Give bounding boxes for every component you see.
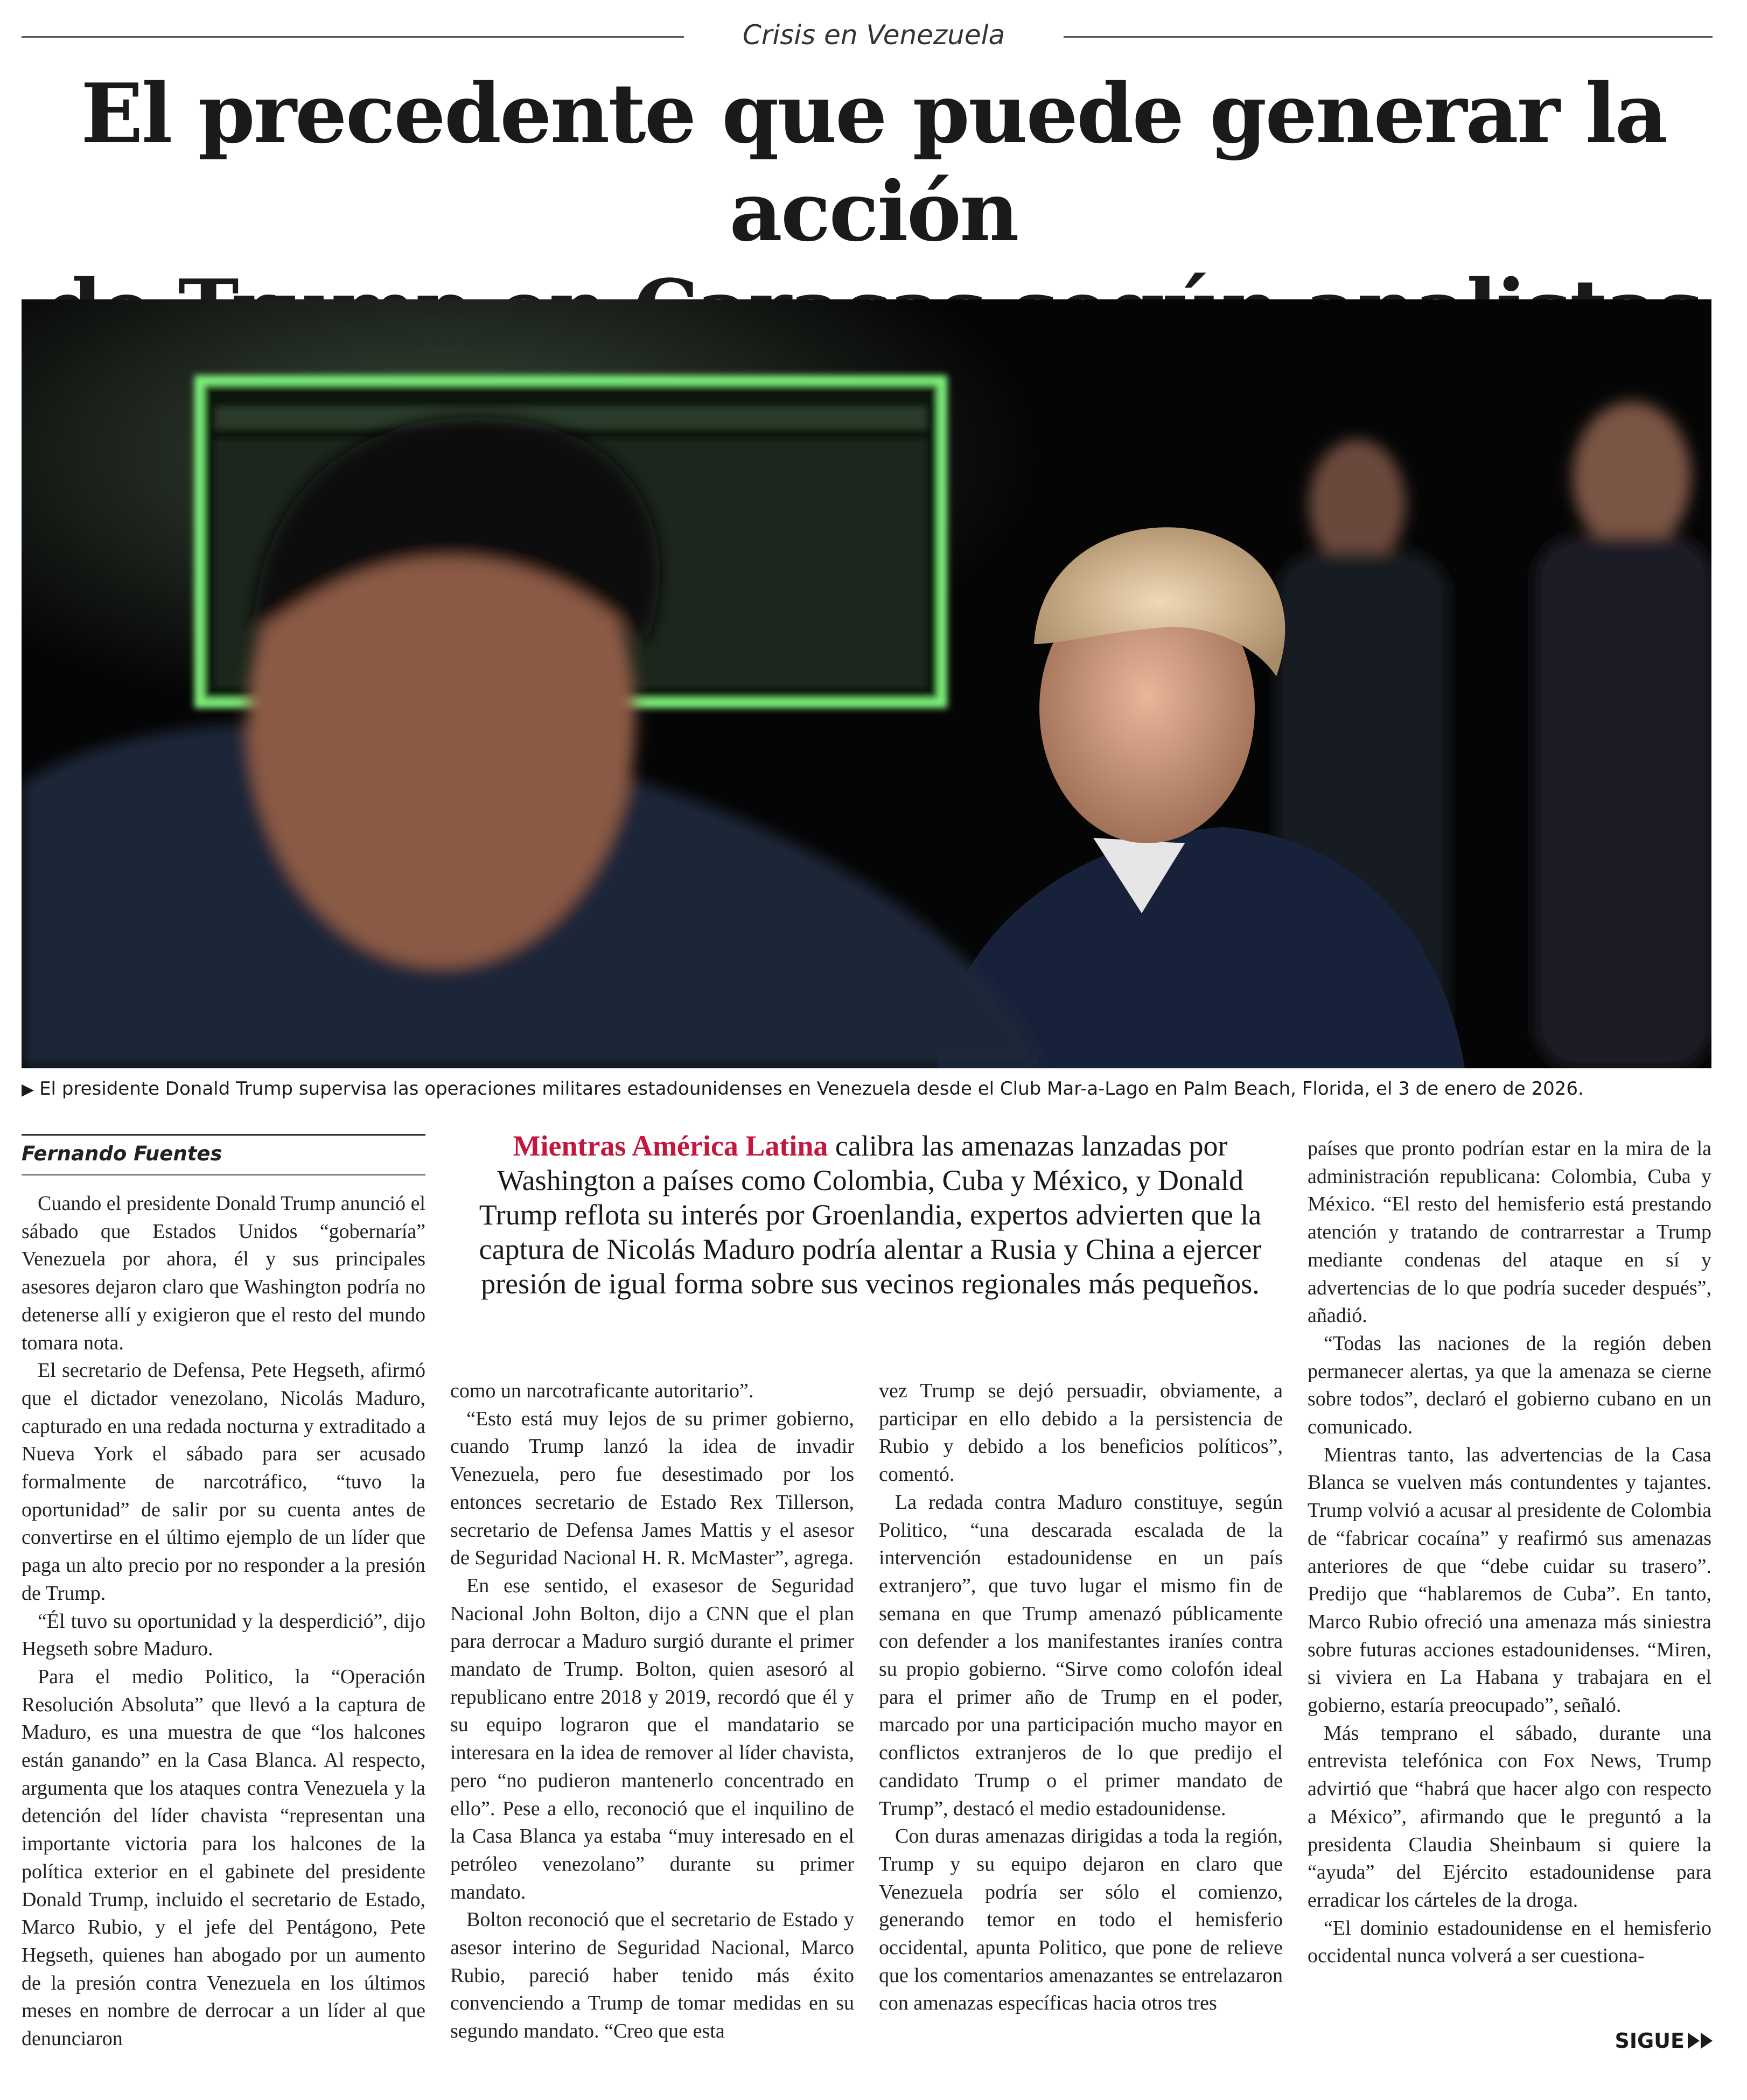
paragraph: países que pronto podrían estar en la mira de la administración republicana: Colombia, Cuba y México. “El resto del hemisferio está prestando atención y tratando de contrarrestar a Trump mediante condenas del ataque en sí y advertencias de lo que podría suceder después”, añadió. <box>1308 1137 1711 1327</box>
lead-photo <box>22 299 1711 1068</box>
photo-image <box>22 299 1711 1068</box>
article-column-3 <box>879 1377 1283 2088</box>
paragraph: “El dominio estadounidense en el hemisferio occidental nunca volverá a ser cuestiona- <box>1308 1916 1711 1968</box>
paragraph: vez Trump se dejó persuadir, obviamente, a participar en ello debido a la persistencia de Rubio y debido a los beneficios políticos”, comentó. <box>879 1380 1283 1486</box>
paragraph: “Esto está muy lejos de su primer gobierno, cuando Trump lanzó la idea de invadir Venezuela, pero fue desestimado por los entonces secretario de Estado Rex Tillerson, secretario de Defensa James Mattis y el asesor de Seguridad Nacional H. R. McMaster”, agrega. <box>450 1407 854 1570</box>
lead-start: Mientras América Latina <box>513 1130 828 1162</box>
headline-line-1: El precedente que puede generar la acción <box>80 65 1666 260</box>
double-arrow-right-icon <box>1688 2033 1713 2049</box>
section-rule-left <box>22 36 684 38</box>
paragraph: “Él tuvo su oportunidad y la desperdició”, dijo Hegseth sobre Maduro. <box>22 1609 425 1661</box>
caption-text: El presidente Donald Trump supervisa las operaciones militares estadounidenses en Venezuela desde el Club Mar-a-Lago en Palm Beach, Florida, el 3 de enero de 2026. <box>39 1078 1584 1100</box>
byline: Fernando Fuentes <box>22 1142 222 1165</box>
continue-label: SIGUE <box>1615 2029 1685 2053</box>
paragraph: Mientras tanto, las advertencias de la Casa Blanca se vuelven más contundentes y tajantes. Trump volvió a acusar al presidente de Colombia de “fabricar cocaína” y reafirmó sus amenazas anteriores de que “debe cuidar su trasero”. Predijo que “hablaremos de Cuba”. En tanto, Marco Rubio ofreció una amenaza más siniestra sobre futuras acciones estadounidenses. “Miren, si viviera en La Habana y trabajara en el gobierno, estaría preocupado”, señaló. <box>1308 1443 1711 1717</box>
paragraph: Con duras amenazas dirigidas a toda la región, Trump y su equipo dejaron en claro que Venezuela podría ser sólo el comienzo, generando temor en todo el hemisferio occidental, apunta Politico, que pone de relieve que los comentarios amenazantes se entrelazaron con amenazas específicas hacia otros tres <box>879 1825 1283 2015</box>
section-label: Crisis en Venezuela <box>742 19 1005 51</box>
byline-block <box>22 1134 425 1175</box>
lead-paragraph <box>466 1129 1274 1301</box>
lead-rest: calibra las amenazas lanzadas por Washington a países como Colombia, Cuba y México, y Donald Trump reflota su interés por Groenlandia, expertos advierten que la captura de Nicolás Maduro podría alentar a Rusia y China a ejercer presión de igual forma sobre sus vecinos regionales más pequeños. <box>479 1130 1262 1300</box>
paragraph: como un narcotraficante autoritario”. <box>450 1380 754 1402</box>
paragraph: Cuando el presidente Donald Trump anunció el sábado que Estados Unidos “gobernaría” Venezuela por ahora, él y sus principales asesores dejaron claro que Washington podría no detenerse allí y exigieron que el resto del mundo tomara nota. <box>22 1192 425 1354</box>
paragraph: En ese sentido, el exasesor de Seguridad Nacional John Bolton, dijo a CNN que el plan para derrocar a Maduro surgió durante el primer mandato de Trump. Bolton, quien asesoró al republicano entre 2018 y 2019, recordó que él y su equipo lograron que el mandatario se interesara en la idea de remover al líder chavista, pero “no pudieron mantenerlo concentrado en ello”. Pese a ello, reconoció que el inquilino de la Casa Blanca ya estaba “muy interesado en el petróleo venezolano” durante su primer mandato. <box>450 1574 854 1903</box>
paragraph: Bolton reconoció que el secretario de Estado y asesor interino de Seguridad Nacional, Marco Rubio, pareció haber tenido más éxito convenciendo a Trump de tomar medidas en su segundo mandato. “Creo que esta <box>450 1908 854 2043</box>
paragraph: “Todas las naciones de la región deben permanecer alertas, ya que la amenaza se cierne sobre todos”, declaró el gobierno cubano en un comunicado. <box>1308 1332 1711 1439</box>
article-column-2 <box>450 1377 854 2088</box>
byline-rule <box>22 1174 425 1175</box>
section-rule-right <box>1064 36 1713 38</box>
paragraph: La redada contra Maduro constituye, según Politico, “una descarada escalada de la intervención estadounidense en un país extranjero”, que tuvo lugar el mismo fin de semana en que Trump amenazó públicamente con defender a los manifestantes iraníes contra su propio gobierno. “Sirve como colofón ideal para el primer año de Trump en el poder, marcado por una participación mucho mayor en conflictos extranjeros de lo que predijo el candidato Trump o el primer mandato de Trump”, destacó el medio estadounidense. <box>879 1490 1283 1820</box>
paragraph: Más temprano el sábado, durante una entrevista telefónica con Fox News, Trump advirtió que “habrá que hacer algo con respecto a México”, afirmando que le preguntó a la presidenta Claudia Sheinbaum si quiere la “ayuda” del Ejército estadounidense para erradicar los cárteles de la droga. <box>1308 1721 1711 1912</box>
paragraph: El secretario de Defensa, Pete Hegseth, afirmó que el dictador venezolano, Nicolás Maduro, capturado en una redada nocturna y extraditado a Nueva York el sábado para ser acusado formalmente de narcotráfico, “tuvo la oportunidad” de salir por su cuenta antes de convertirse en el último ejemplo de un líder que paga un alto precio por no responder a la presión de Trump. <box>22 1359 425 1605</box>
article-column-1 <box>22 1190 425 2084</box>
continue-marker <box>1615 2029 1713 2053</box>
triangle-right-icon: ▶ <box>22 1080 34 1099</box>
photo-caption <box>22 1076 1711 1103</box>
article-column-4 <box>1308 1135 1711 2088</box>
paragraph: Para el medio Politico, la “Operación Resolución Absoluta” que llevó a la captura de Maduro, es una muestra de que “los halcones están ganando” en la Casa Blanca. Al respecto, argumenta que los ataques contra Venezuela y la detención del líder chavista “representan una importante victoria para los halcones de la política exterior en el gabinete del presidente Donald Trump, incluido el secretario de Estado, Marco Rubio, y el jefe del Pentágono, Pete Hegseth, quienes han abogado por un aumento de la presión contra Venezuela en los últimos meses en nombre de derrocar a un líder al que denunciaron <box>22 1665 425 2050</box>
